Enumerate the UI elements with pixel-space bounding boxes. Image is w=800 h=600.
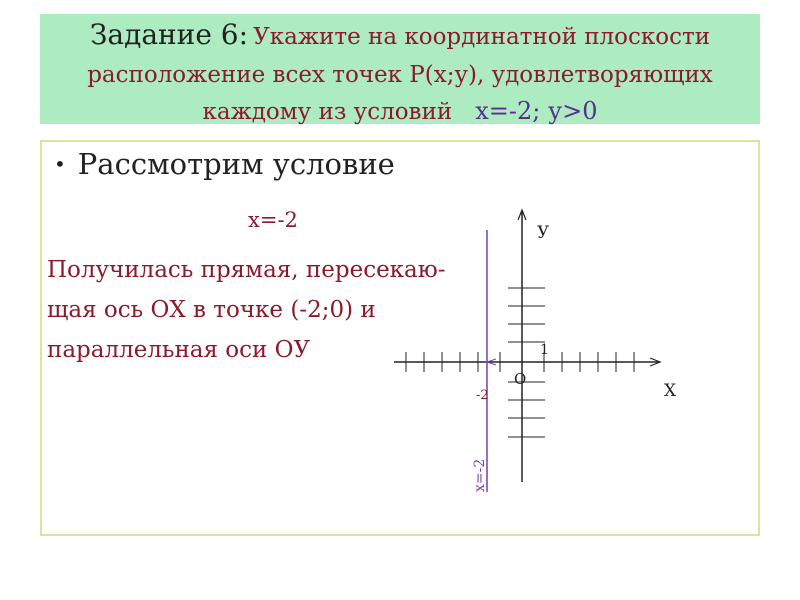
task-text-line1: Укажите на координатной плоскости xyxy=(253,24,711,50)
explanation-line-1: Получилась прямая, пересекаю- xyxy=(47,257,446,283)
x-axis-label: Х xyxy=(664,381,677,401)
line-equation-label: х=-2 xyxy=(472,458,488,492)
origin-label: О xyxy=(514,370,527,388)
bullet-text: Рассмотрим условие xyxy=(77,147,395,181)
unit-label: 1 xyxy=(540,342,549,358)
minus-two-label: -2 xyxy=(476,388,489,403)
explanation-line-3: параллельная оси ОУ xyxy=(47,337,311,363)
bullet-dot-icon: • xyxy=(54,152,66,176)
task-text-line2: расположение всех точек Р(х;у), удовлетворяющих xyxy=(87,62,713,88)
task-text-line3: каждому из условий xyxy=(202,99,453,125)
y-axis-label: У xyxy=(537,223,550,243)
task-condition: х=-2; у>0 xyxy=(475,97,598,125)
equation-text: х=-2 xyxy=(248,208,298,232)
explanation-line-2: щая ось ОХ в точке (-2;0) и xyxy=(47,297,376,323)
task-number: Задание 6: xyxy=(89,18,249,51)
